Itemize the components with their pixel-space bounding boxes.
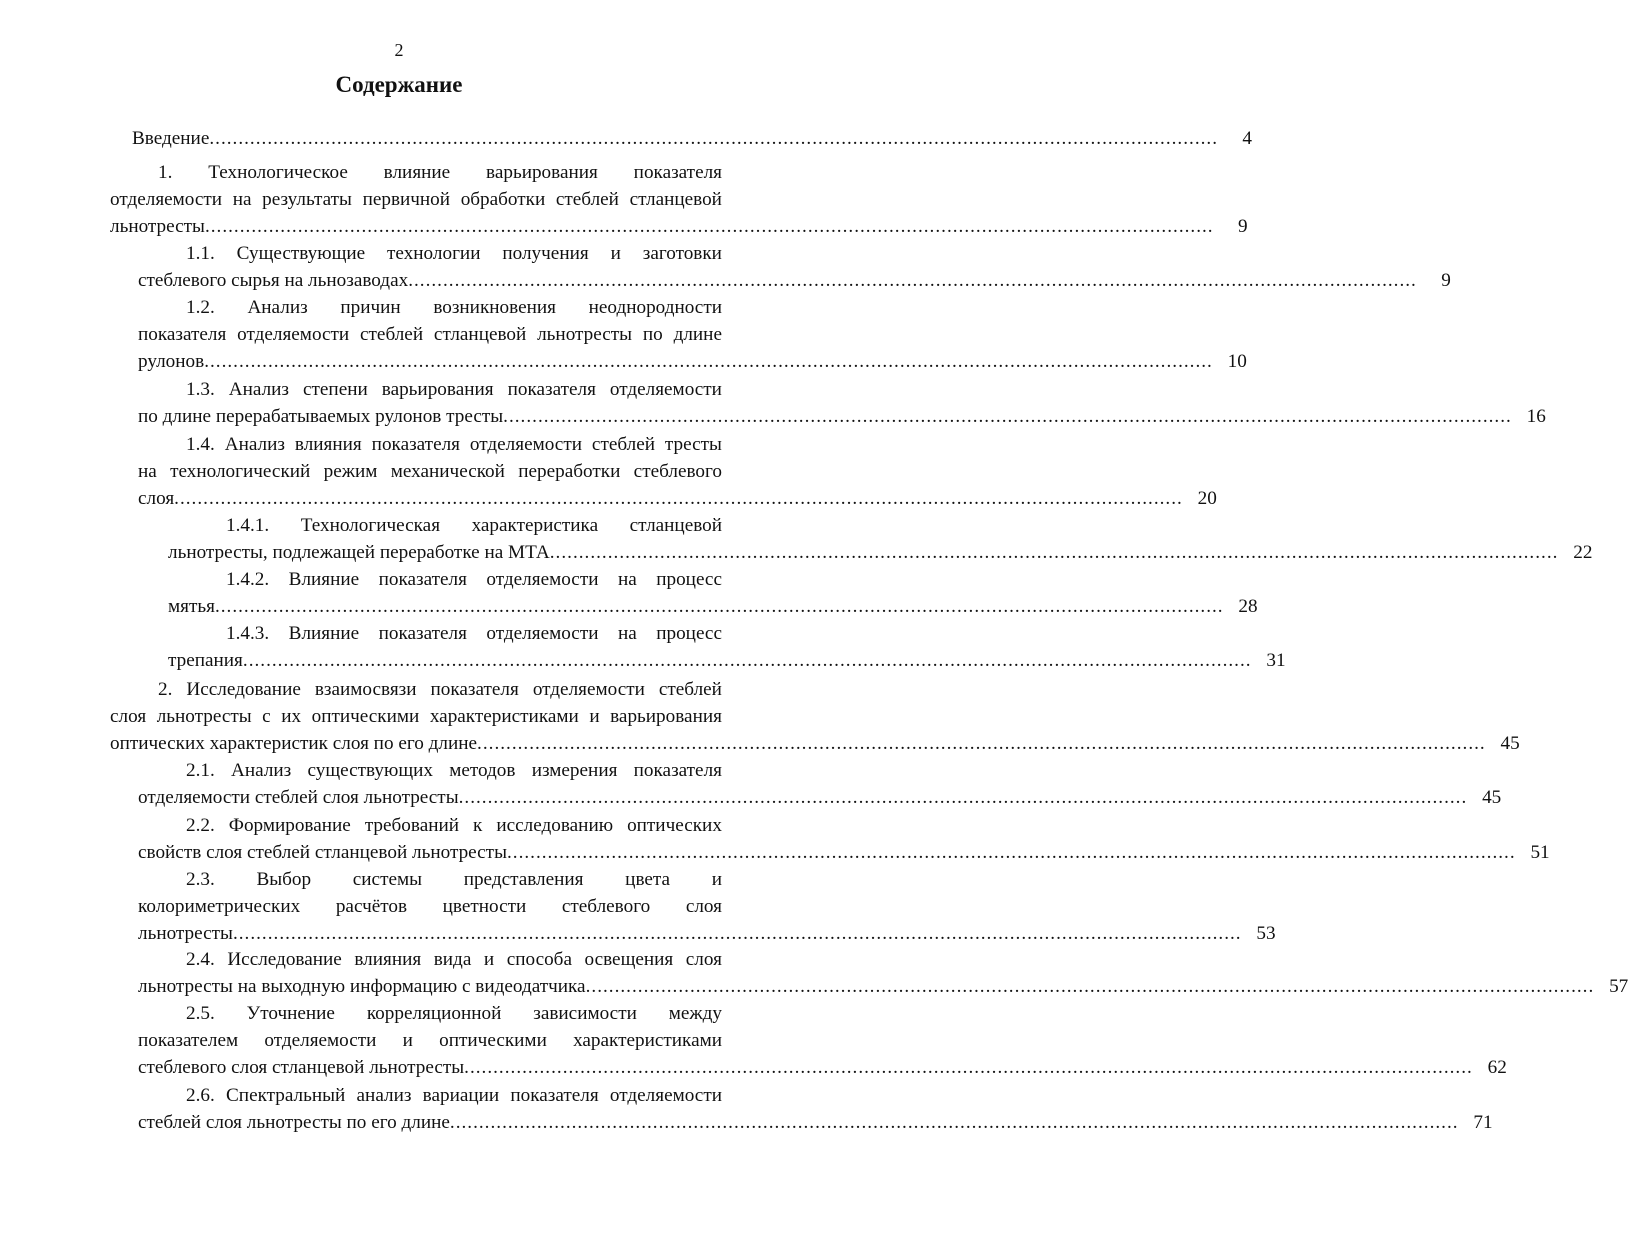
toc-entry-text-line: показателя отделяемости стеблей стланцевой льнотресты по длине — [138, 324, 722, 345]
toc-entry-text-line: 2.5. Уточнение корреляционной зависимости между — [186, 1003, 722, 1024]
toc-page-number: 16 — [1526, 406, 1546, 427]
toc-dot-leader — [209, 125, 1218, 152]
toc-dot-leader — [205, 213, 1214, 240]
toc-page-number: 20 — [1197, 488, 1217, 509]
toc-entry-text-line: рулонов — [138, 351, 205, 372]
toc-entry-text-line: льнотресты — [138, 923, 233, 944]
toc-entry — [138, 240, 1451, 294]
toc-entry-text-line: оптических характеристик слоя по его длине — [110, 733, 478, 754]
toc-page-number: 51 — [1530, 842, 1550, 863]
toc-page-number: 4 — [1242, 128, 1252, 149]
toc-entry-text-line: мятья — [168, 596, 215, 617]
toc-entry-text-line: 2.2. Формирование требований к исследованию оптических — [186, 815, 722, 836]
toc-dot-leader — [586, 973, 1595, 1000]
toc-entry-text-line: отделяемости на результаты первичной обработки стеблей стланцевой — [110, 189, 722, 210]
toc-entry-text-line: слоя — [138, 488, 175, 509]
toc-entry — [168, 620, 1286, 674]
toc-dot-leader — [503, 403, 1512, 430]
toc-entry-text-line: льнотресты на выходную информацию с видеодатчика — [138, 976, 586, 997]
toc-entry — [138, 1000, 1507, 1081]
toc-entry-text-line: 1.4. Анализ влияния показателя отделяемости стеблей тресты — [186, 434, 722, 455]
toc-entry-text-line: 1. Технологическое влияние варьирования показателя — [158, 162, 722, 183]
toc-page-number: 45 — [1500, 733, 1520, 754]
toc-entry-text-line: колориметрических расчётов цветности стеблевого слоя — [138, 896, 722, 917]
toc-entry-text-line: 2.6. Спектральный анализ вариации показателя отделяемости — [186, 1085, 722, 1106]
toc-entry-text-line: Введение — [132, 128, 210, 149]
toc-entry — [138, 431, 1217, 512]
toc-entry — [138, 294, 1247, 375]
toc-page-number: 10 — [1227, 351, 1247, 372]
page-title: Содержание — [335, 72, 463, 97]
toc-entry — [138, 376, 1546, 430]
toc-page-number: 53 — [1256, 923, 1276, 944]
toc-dot-leader — [243, 647, 1252, 674]
toc-entry-text-line: 1.2. Анализ причин возникновения неоднородности — [186, 297, 722, 318]
toc-entry — [138, 1082, 1493, 1136]
toc-entry-text-line: отделяемости стеблей слоя льнотресты — [138, 787, 459, 808]
toc-entry-text-line: свойств слоя стеблей стланцевой льнотресты — [138, 842, 507, 863]
toc-dot-leader — [233, 920, 1242, 947]
toc-dot-leader — [477, 730, 1486, 757]
toc-entry — [110, 676, 1520, 757]
toc-dot-leader — [215, 593, 1224, 620]
toc-entry-text-line: 2.1. Анализ существующих методов измерения показателя — [186, 760, 722, 781]
toc-entry — [138, 866, 1276, 947]
toc-entry-text-line: 1.4.2. Влияние показателя отделяемости на процесс — [226, 569, 722, 590]
toc-entry-text-line: стеблевого слоя стланцевой льнотресты — [138, 1057, 465, 1078]
toc-entry-text-line: 1.4.3. Влияние показателя отделяемости на процесс — [226, 623, 722, 644]
toc-entry — [138, 812, 1550, 866]
toc-entry — [110, 159, 1248, 240]
toc-entry-text-line: стеблевого сырья на льнозаводах — [138, 270, 409, 291]
toc-page-number: 31 — [1266, 650, 1286, 671]
toc-entry-text-line: трепания — [168, 650, 243, 671]
toc-page-number: 22 — [1573, 542, 1593, 563]
toc-dot-leader — [408, 267, 1417, 294]
toc-page-number: 9 — [1441, 270, 1451, 291]
toc-page-number: 71 — [1473, 1112, 1493, 1133]
toc-entry — [110, 125, 1252, 152]
toc-entry-text-line: льнотресты — [110, 216, 205, 237]
toc-entry-text-line: стеблей слоя льнотресты по его длине — [138, 1112, 450, 1133]
toc-dot-leader — [507, 839, 1516, 866]
toc-entry — [168, 512, 1593, 566]
toc-entry — [138, 757, 1502, 811]
toc-dot-leader — [464, 1054, 1473, 1081]
toc-dot-leader — [459, 784, 1468, 811]
toc-entry-text-line: 2. Исследование взаимосвязи показателя отделяемости стеблей — [158, 679, 722, 700]
toc-page-number: 9 — [1238, 216, 1248, 237]
toc-entry-text-line: 2.4. Исследование влияния вида и способа освещения слоя — [186, 949, 722, 970]
toc-entry-text-line: по длине перерабатываемых рулонов тресты — [138, 406, 504, 427]
page-number: 2 — [394, 40, 404, 60]
toc-page-number: 28 — [1238, 596, 1258, 617]
toc-entry — [168, 566, 1258, 620]
toc-entry — [138, 946, 1628, 1000]
toc-entry-text-line: льнотресты, подлежащей переработке на МТА — [168, 542, 550, 563]
toc-entry-text-line: на технологический режим механической переработки стеблевого — [138, 461, 722, 482]
toc-dot-leader — [550, 539, 1559, 566]
toc-entry-text-line: 2.3. Выбор системы представления цвета и — [186, 869, 722, 890]
toc-page-number: 45 — [1482, 787, 1502, 808]
toc-entry-text-line: слоя льнотресты с их оптическими характеристиками и варьирования — [110, 706, 722, 727]
toc-entry-text-line: 1.1. Существующие технологии получения и заготовки — [186, 243, 722, 264]
toc-entry-text-line: показателем отделяемости и оптическими характеристиками — [138, 1030, 722, 1051]
toc-page-number: 57 — [1609, 976, 1628, 997]
toc-dot-leader — [450, 1109, 1459, 1136]
toc-page-number: 62 — [1487, 1057, 1507, 1078]
toc-entry-text-line: 1.3. Анализ степени варьирования показателя отделяемости — [186, 379, 722, 400]
toc-entry-text-line: 1.4.1. Технологическая характеристика стланцевой — [226, 515, 722, 536]
toc-dot-leader — [174, 485, 1183, 512]
toc-dot-leader — [204, 348, 1213, 375]
